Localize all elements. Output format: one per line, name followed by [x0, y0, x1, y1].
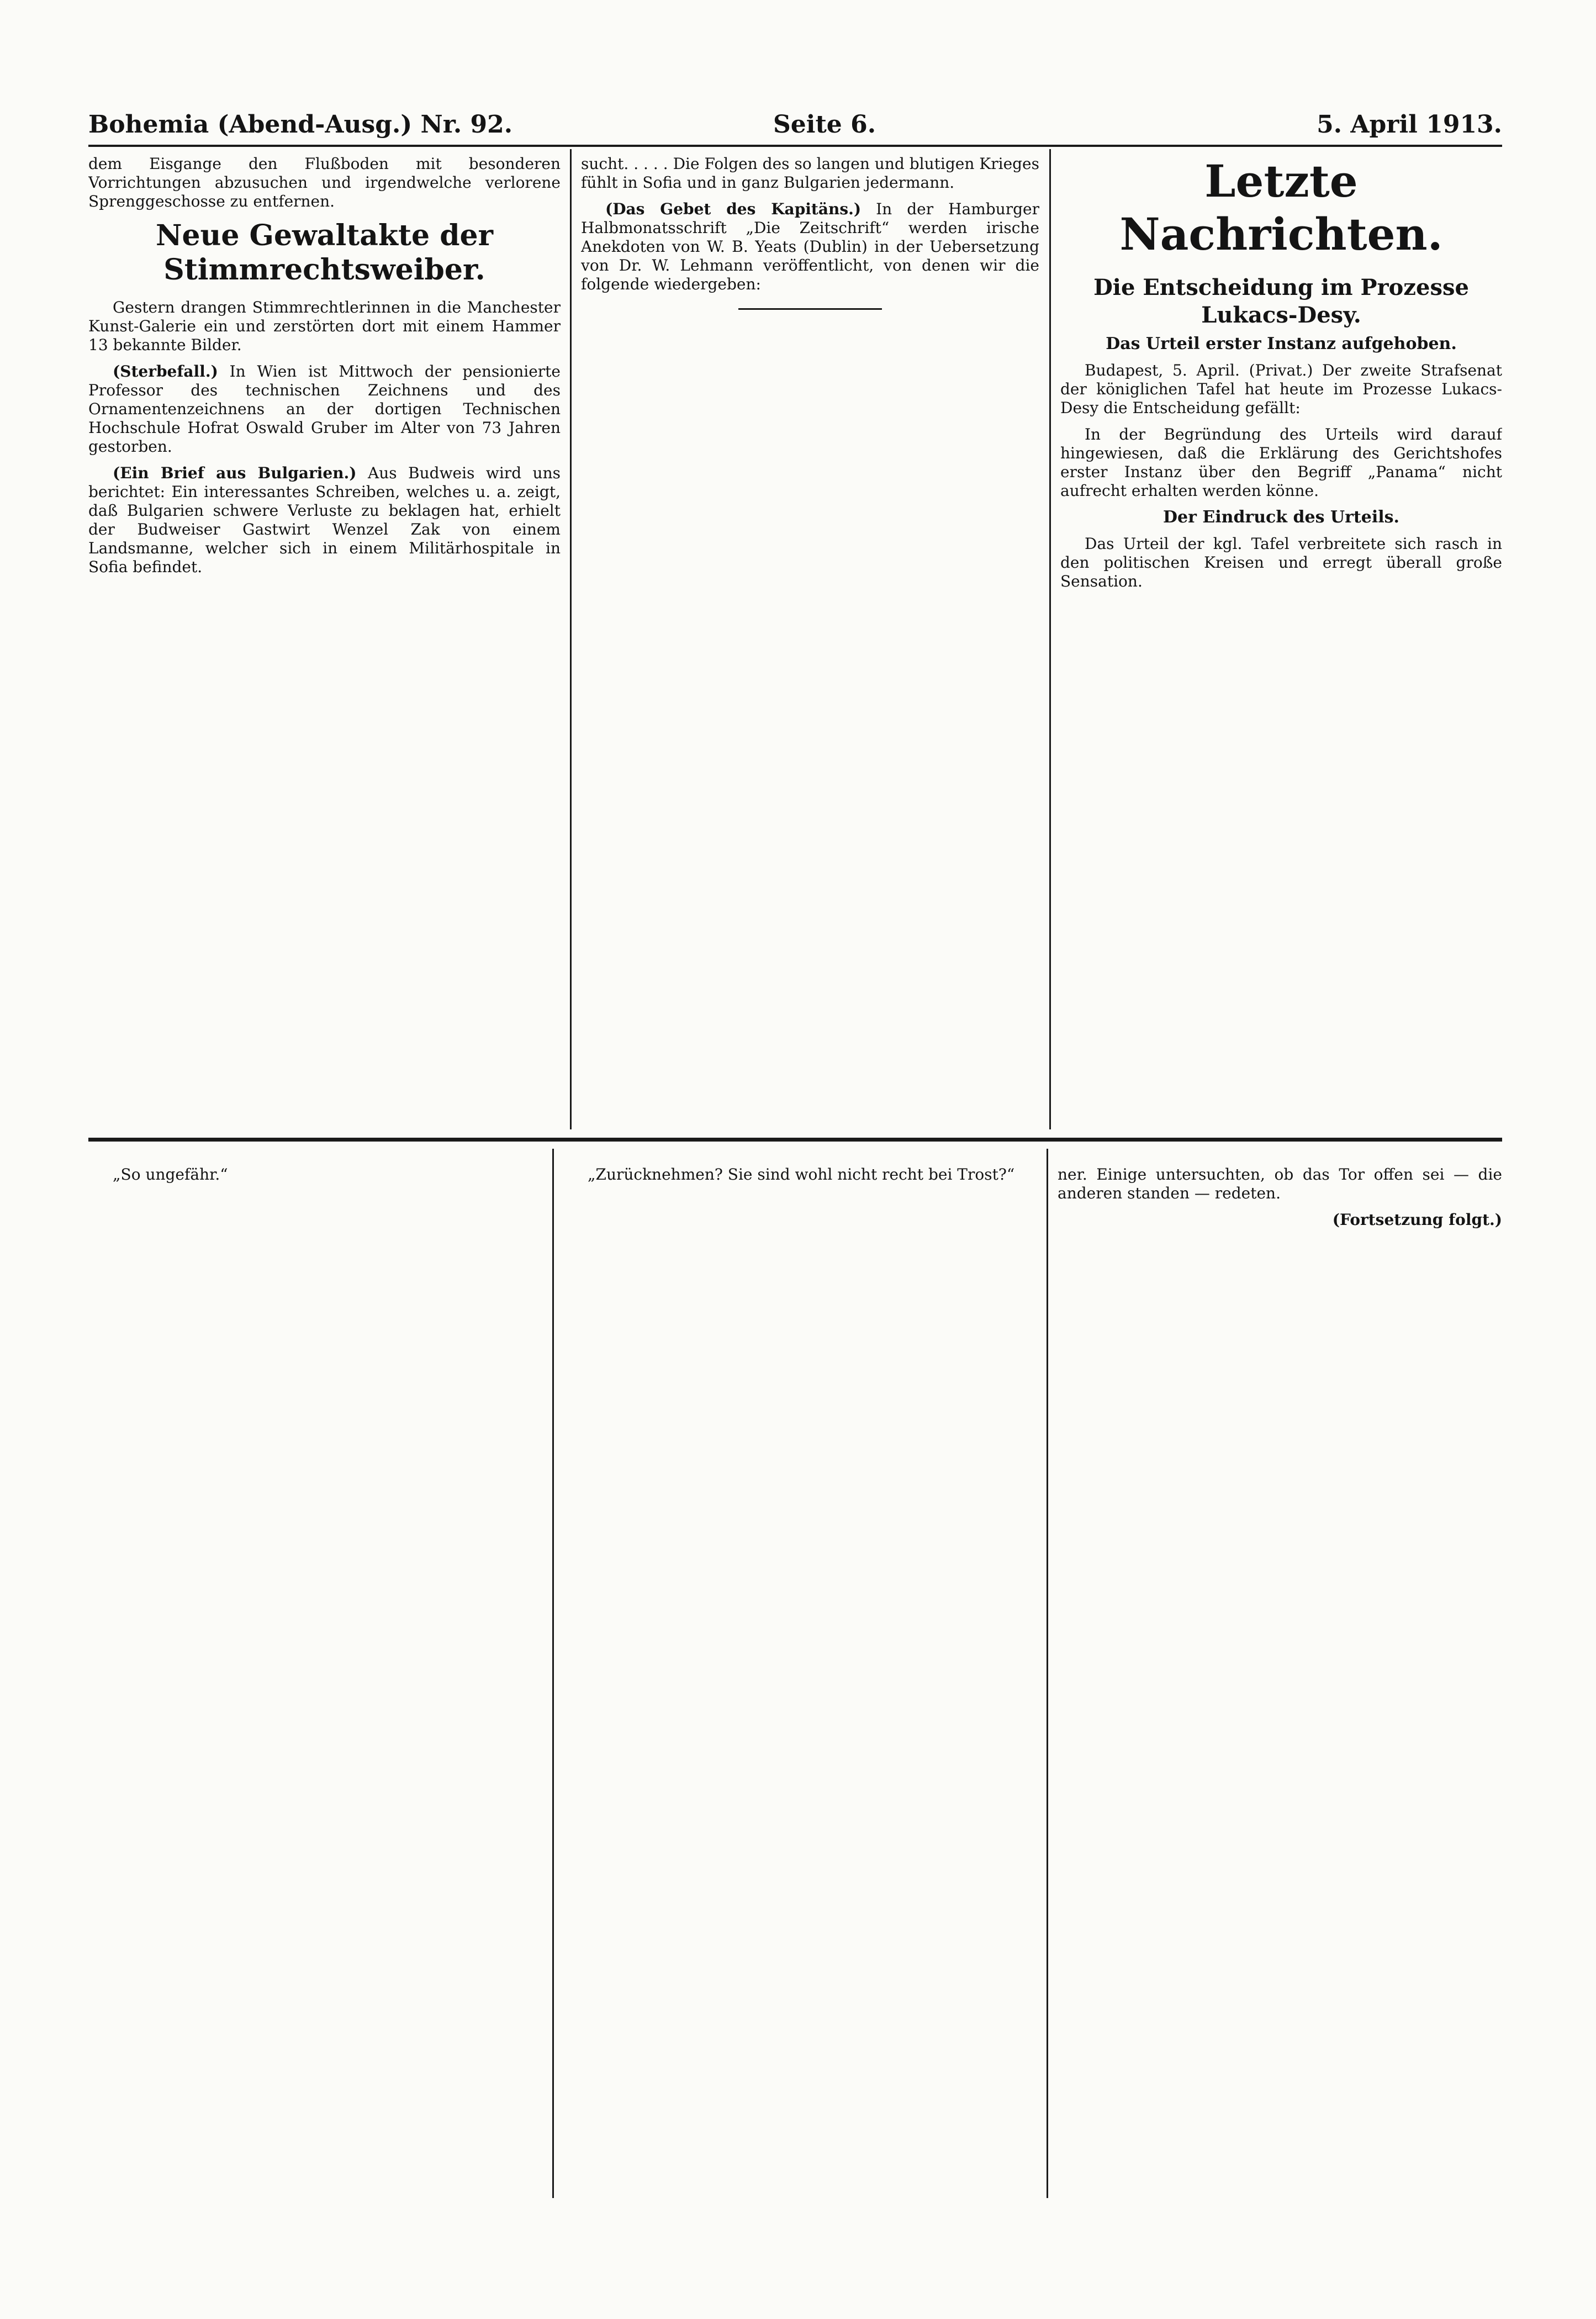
article-text: In der Hamburger Halbmonatsschrift „Die Zeitschrift“ werden irische Anekdoten von W. B. Yeats (Dublin) in der Uebersetzung von Dr. W. Lehmann veröffentlicht, von denen wir die folgende wiedergeben:: [581, 200, 1039, 293]
article-text: In Wien ist Mittwoch der pensionierte Professor des technischen Zeichnens und des Ornamentenzeichnens an der dortigen Technischen Hochschule Hofrat Oswald Gruber im Alter von 73 Jahren gestorben.: [88, 362, 561, 456]
column-rule-4: [1047, 1149, 1048, 2198]
issue-date: 5. April 1913.: [1317, 110, 1502, 139]
headline-stimmrechtsweiber: Neue Gewaltakte der Stimmrechtsweiber.: [155, 219, 494, 287]
column-3: [1060, 155, 1502, 1127]
article-text: Das Urteil der kgl. Tafel verbreitete sich rasch in den politischen Kreisen und erregt überall große Sensation.: [1060, 535, 1502, 590]
subheadline-eindruck: Der Eindruck des Urteils.: [1163, 508, 1399, 527]
article-text: Aus Budweis wird uns berichtet: Ein interessantes Schreiben, welches u. a. zeigt, daß Bulgarien schwere Verluste zu beklagen hat, erhielt der Budweiser Gastwirt Wenzel Zak von einem Landsmanne, welcher sich in einem Militärhospitale in Sofia befindet.: [88, 464, 561, 576]
article-text: In der Begründung des Urteils wird darauf hingewiesen, daß die Erklärung des Gerichtshofes erster Instanz über den Begriff „Panama“ nicht aufrecht erhalten werden könne.: [1060, 425, 1502, 500]
story-text: „So ungefähr.“: [113, 1165, 228, 1184]
article-text: sucht. . . . . Die Folgen des so langen und blutigen Krieges fühlt in Sofia und in ganz Bulgarien jedermann.: [581, 155, 1039, 192]
page-header: [88, 99, 1502, 149]
column-rule-2: [1049, 149, 1051, 1129]
subheadline-urteil: Das Urteil erster Instanz aufgehoben.: [1106, 334, 1457, 353]
article-continuation: dem Eisgange den Flußboden mit besonderen Vorrichtungen abzusuchen und irgendwelche verlorene Sprenggeschosse zu entfernen.: [88, 155, 561, 210]
feuilleton-column-3: [1058, 1165, 1502, 2198]
kicker-sterbefall: (Sterbefall.): [113, 362, 218, 381]
header-rule: [88, 145, 1502, 147]
column-2: [581, 155, 1039, 1127]
newspaper-masthead: Bohemia (Abend-Ausg.) Nr. 92.: [88, 110, 513, 139]
section-title-letzte-nachrichten: Letzte Nachrichten.: [1119, 155, 1443, 260]
column-1: [88, 155, 561, 1127]
feuilleton-column-1: [88, 1165, 541, 2198]
article-text: Gestern drangen Stimmrechtlerinnen in die Manchester Kunst-Galerie ein und zerstörten dort mit einem Hammer 13 bekannte Bilder.: [88, 298, 561, 354]
story-text: ner. Einige untersuchten, ob das Tor offen sei — die anderen standen — redeten.: [1058, 1165, 1502, 1202]
article-text: Budapest, 5. April. (Privat.) Der zweite Strafsenat der königlichen Tafel hat heute im Prozesse Lukacs-Desy die Entscheidung gefällt:: [1060, 361, 1502, 417]
article-end-divider: [738, 308, 882, 310]
section-rule: [88, 1138, 1502, 1142]
page-number: Seite 6.: [773, 110, 876, 139]
feuilleton-column-2: [563, 1165, 1038, 2198]
continuation-note: (Fortsetzung folgt.): [1332, 1211, 1502, 1229]
headline-lukacs-desy: Die Entscheidung im Prozesse Lukacs-Desy.: [1093, 274, 1469, 328]
story-text: „Zurücknehmen? Sie sind wohl nicht recht bei Trost?“: [588, 1165, 1015, 1184]
kicker-gebet-kapitaens: (Das Gebet des Kapitäns.): [605, 200, 862, 218]
column-rule-3: [552, 1149, 554, 2198]
kicker-brief-bulgarien: (Ein Brief aus Bulgarien.): [113, 464, 357, 482]
column-rule-1: [570, 149, 572, 1129]
